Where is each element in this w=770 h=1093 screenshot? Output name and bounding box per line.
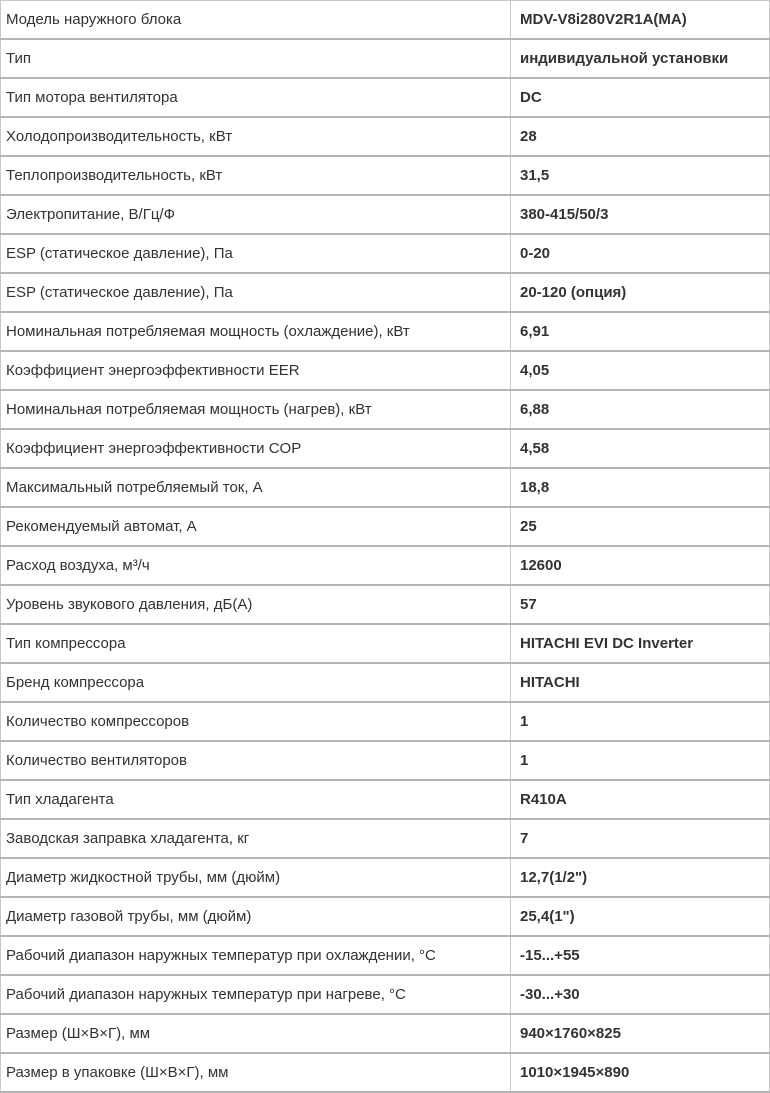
spec-label: Модель наружного блока [1, 1, 511, 40]
table-row [1, 975, 770, 1014]
spec-label: Уровень звукового давления, дБ(А) [1, 585, 511, 624]
table-row [1, 273, 770, 312]
spec-label: ESP (статическое давление), Па [1, 234, 511, 273]
table-row [1, 897, 770, 936]
spec-label: Диаметр газовой трубы, мм (дюйм) [1, 897, 511, 936]
spec-label: Тип мотора вентилятора [1, 78, 511, 117]
spec-value: 6,88 [511, 390, 770, 429]
table-row [1, 429, 770, 468]
spec-value: 20-120 (опция) [511, 273, 770, 312]
spec-value: 7 [511, 819, 770, 858]
spec-label: Тип хладагента [1, 780, 511, 819]
table-row [1, 1, 770, 40]
spec-value: -15...+55 [511, 936, 770, 975]
spec-value: 12600 [511, 546, 770, 585]
table-row [1, 1014, 770, 1053]
table-row [1, 702, 770, 741]
spec-value: 1 [511, 702, 770, 741]
spec-label: Тип [1, 39, 511, 78]
spec-label: Рабочий диапазон наружных температур при нагреве, °С [1, 975, 511, 1014]
table-row [1, 741, 770, 780]
table-row [1, 390, 770, 429]
spec-value: 940×1760×825 [511, 1014, 770, 1053]
spec-label: Количество компрессоров [1, 702, 511, 741]
table-row [1, 195, 770, 234]
table-row [1, 780, 770, 819]
spec-label: Заводская заправка хладагента, кг [1, 819, 511, 858]
spec-value: 57 [511, 585, 770, 624]
table-row [1, 936, 770, 975]
spec-label: Расход воздуха, м³/ч [1, 546, 511, 585]
spec-label: Рекомендуемый автомат, А [1, 507, 511, 546]
spec-value: 4,58 [511, 429, 770, 468]
spec-label: Бренд компрессора [1, 663, 511, 702]
table-row [1, 624, 770, 663]
table-row [1, 117, 770, 156]
spec-value: 6,91 [511, 312, 770, 351]
spec-label: Тип компрессора [1, 624, 511, 663]
spec-value: HITACHI EVI DC Inverter [511, 624, 770, 663]
spec-value: DC [511, 78, 770, 117]
spec-label: Размер (Ш×В×Г), мм [1, 1014, 511, 1053]
spec-label: Коэффициент энергоэффективности COP [1, 429, 511, 468]
table-row [1, 507, 770, 546]
table-row [1, 234, 770, 273]
spec-label: Диаметр жидкостной трубы, мм (дюйм) [1, 858, 511, 897]
table-row [1, 156, 770, 195]
spec-label: Коэффициент энергоэффективности EER [1, 351, 511, 390]
spec-label: Теплопроизводительность, кВт [1, 156, 511, 195]
spec-value: 25 [511, 507, 770, 546]
spec-value: -30...+30 [511, 975, 770, 1014]
table-row [1, 585, 770, 624]
spec-value: 25,4(1") [511, 897, 770, 936]
spec-value: 4,05 [511, 351, 770, 390]
spec-value: 18,8 [511, 468, 770, 507]
spec-label: Номинальная потребляемая мощность (охлаждение), кВт [1, 312, 511, 351]
table-row [1, 663, 770, 702]
spec-value: 1 [511, 741, 770, 780]
specs-table-body [1, 1, 770, 1093]
table-row [1, 39, 770, 78]
table-row [1, 546, 770, 585]
spec-label: Максимальный потребляемый ток, А [1, 468, 511, 507]
spec-value: HITACHI [511, 663, 770, 702]
table-row [1, 351, 770, 390]
spec-label: Рабочий диапазон наружных температур при охлаждении, °С [1, 936, 511, 975]
spec-value: 12,7(1/2") [511, 858, 770, 897]
spec-label: Холодопроизводительность, кВт [1, 117, 511, 156]
table-row [1, 78, 770, 117]
spec-value: R410A [511, 780, 770, 819]
spec-label: ESP (статическое давление), Па [1, 273, 511, 312]
spec-value: 1010×1945×890 [511, 1053, 770, 1092]
spec-value: 0-20 [511, 234, 770, 273]
table-row [1, 468, 770, 507]
spec-value: 31,5 [511, 156, 770, 195]
spec-value: 28 [511, 117, 770, 156]
table-row [1, 819, 770, 858]
spec-label: Электропитание, В/Гц/Ф [1, 195, 511, 234]
spec-label: Номинальная потребляемая мощность (нагрев), кВт [1, 390, 511, 429]
spec-value: 380-415/50/3 [511, 195, 770, 234]
table-row [1, 858, 770, 897]
table-row [1, 312, 770, 351]
table-row [1, 1053, 770, 1092]
spec-value: MDV-V8i280V2R1A(MA) [511, 1, 770, 40]
spec-label: Количество вентиляторов [1, 741, 511, 780]
spec-value: индивидуальной установки [511, 39, 770, 78]
spec-label: Размер в упаковке (Ш×В×Г), мм [1, 1053, 511, 1092]
